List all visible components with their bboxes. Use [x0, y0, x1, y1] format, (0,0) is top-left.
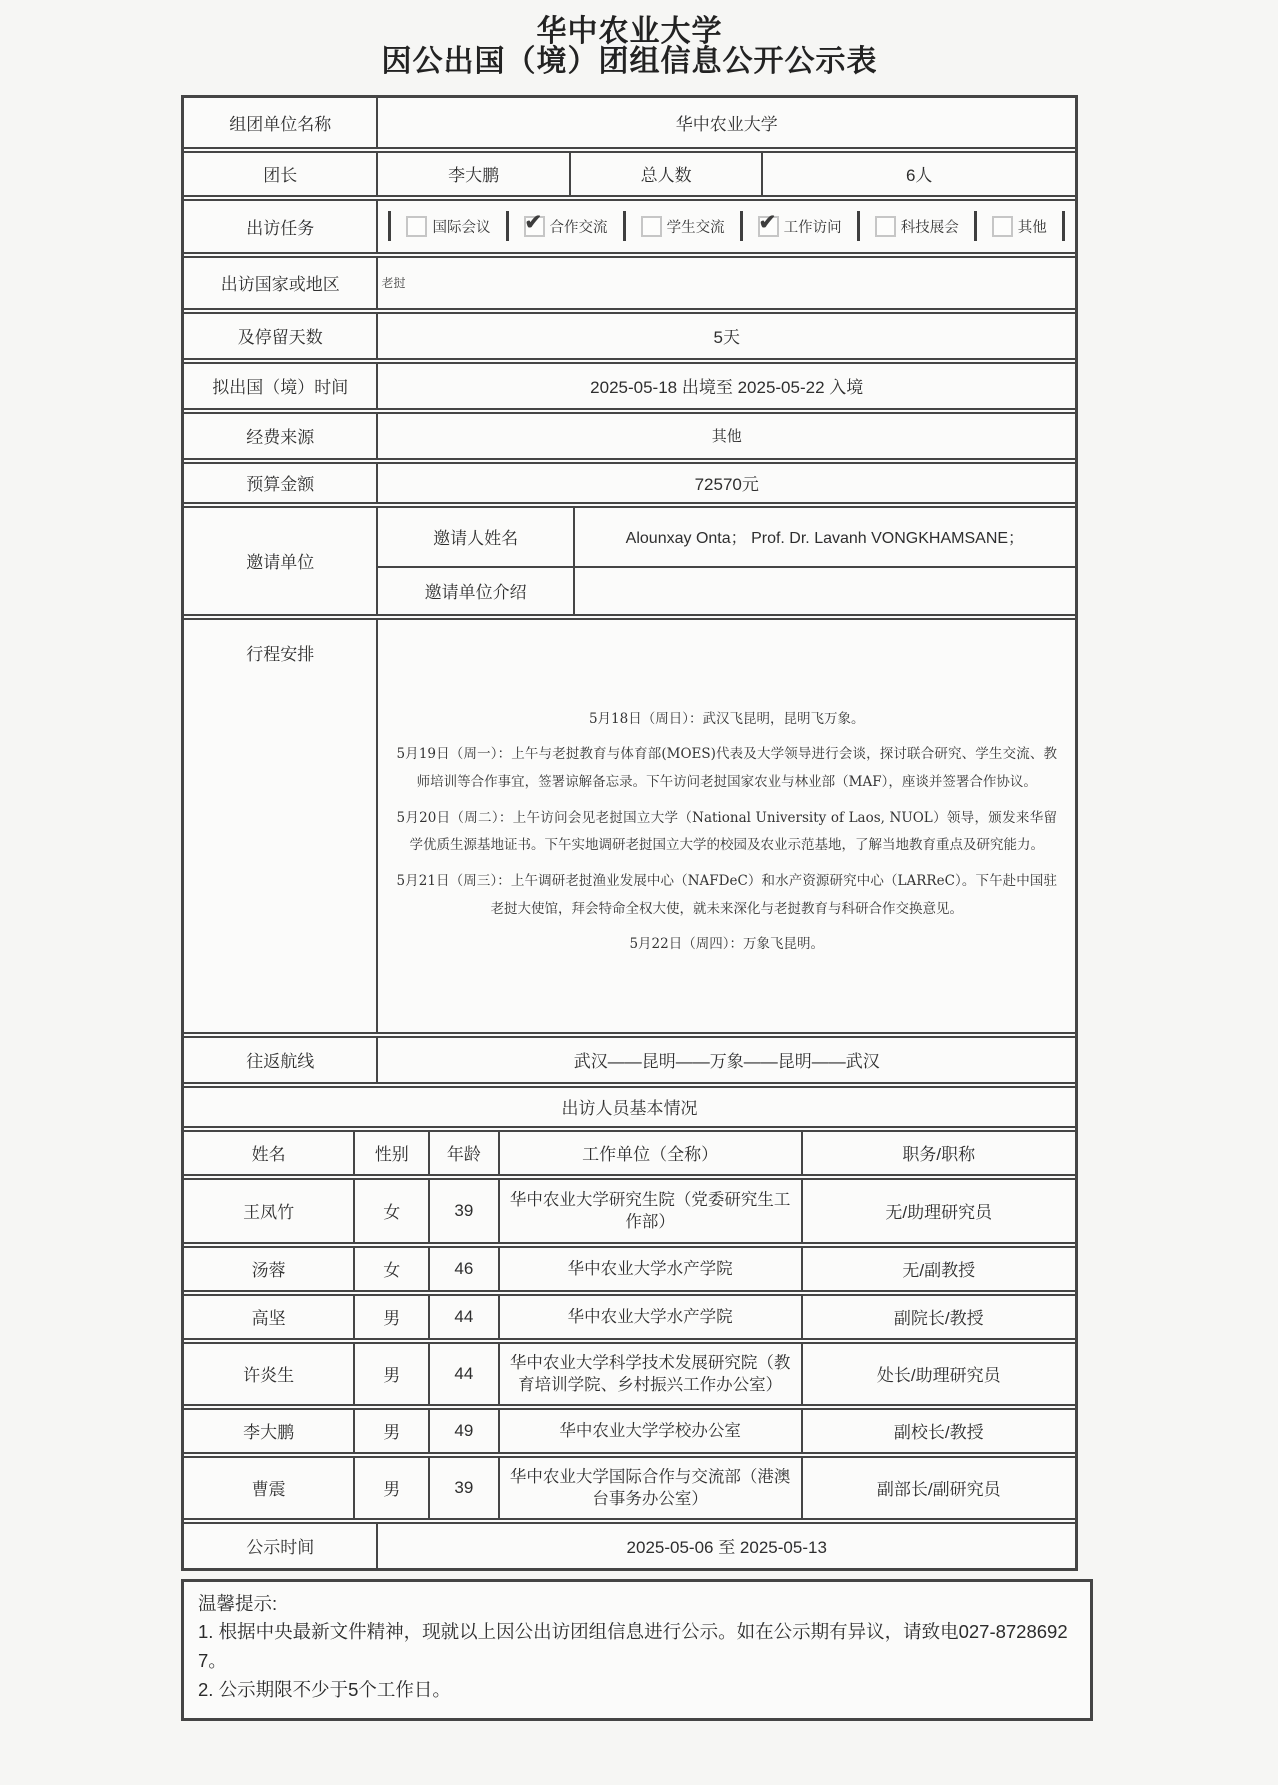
row-route — [184, 1032, 1075, 1082]
checkbox-label: 其他 — [1017, 219, 1047, 236]
personnel-row — [184, 1242, 1075, 1290]
budget-label: 预算金额 — [246, 475, 315, 495]
person-duty: 副校长/教授 — [801, 1410, 1075, 1452]
row-leader — [184, 147, 1075, 195]
person-name: 曹震 — [251, 1480, 286, 1500]
personnel-header-sex: 性别 — [353, 1132, 428, 1174]
person-unit: 华中农业大学水产学院 — [498, 1248, 801, 1290]
row-travel-time — [184, 358, 1075, 408]
personnel-header-name: 姓名 — [251, 1145, 286, 1165]
separator — [1062, 211, 1065, 241]
group-unit-value: 华中农业大学 — [376, 98, 1075, 147]
leader-value: 李大鹏 — [376, 153, 568, 195]
checkbox-cooperation-exchange[interactable] — [524, 216, 545, 237]
separator — [623, 211, 626, 241]
personnel-row — [184, 1174, 1075, 1242]
person-name: 汤蓉 — [251, 1261, 286, 1281]
personnel-header-row — [184, 1126, 1075, 1174]
person-unit: 华中农业大学学校办公室 — [498, 1410, 801, 1452]
checkbox-label: 工作访问 — [783, 219, 842, 236]
note-item: 2. 公示期限不少于5个工作日。 — [198, 1678, 451, 1700]
separator — [740, 211, 743, 241]
person-name: 许炎生 — [243, 1366, 295, 1386]
travel-time-label: 拟出国（境）时间 — [212, 378, 349, 398]
document-title — [181, 16, 1078, 79]
title-line-2: 因公出国（境）团组信息公开公示表 — [381, 45, 878, 79]
inviter-name-row — [376, 508, 1075, 566]
person-age: 44 — [428, 1344, 497, 1404]
person-unit: 华中农业大学水产学院 — [498, 1296, 801, 1338]
checkbox-label: 科技展会 — [900, 219, 959, 236]
row-inviter — [184, 502, 1075, 614]
inviter-name-text: Alounxay Onta； Prof. Dr. Lavanh VONGKHAMSANE； — [625, 530, 1025, 548]
note-item: 1. 根据中央最新文件精神，现就以上因公出访团组信息进行公示。如在公示期有异议，请致电027-87286927。 — [198, 1621, 1068, 1672]
itinerary-paragraph: 5月18日（周日）：武汉飞昆明，昆明飞万象。 — [588, 710, 865, 727]
funding-value: 其他 — [376, 414, 1075, 458]
inviter-intro-label: 邀请单位介绍 — [376, 568, 572, 614]
row-group-unit — [184, 98, 1075, 147]
stay-days-value: 5天 — [376, 314, 1075, 358]
inviter-intro-row — [376, 566, 1075, 614]
itinerary-paragraph: 5月20日（周二）：上午访问会见老挝国立大学（National University of Laos, NUOL）领导，颁发来华留学优质生源基地证书。下午实地调研老挝国立大学的校园及农业示范基地，了解当地教育重点及研究能力。 — [396, 809, 1057, 854]
person-name: 李大鹏 — [243, 1423, 295, 1443]
checkbox-tech-expo[interactable] — [875, 216, 896, 237]
checkbox-work-visit[interactable] — [758, 216, 779, 237]
personnel-row — [184, 1290, 1075, 1338]
person-sex: 男 — [353, 1410, 428, 1452]
row-funding — [184, 408, 1075, 458]
row-destination — [184, 252, 1075, 308]
row-itinerary — [184, 614, 1075, 1032]
inviter-subtable — [376, 508, 1075, 614]
publicity-time-value: 2025-05-06 至 2025-05-13 — [376, 1524, 1075, 1568]
leader-label: 团长 — [263, 166, 298, 186]
checkbox-other[interactable] — [992, 216, 1013, 237]
person-sex: 男 — [353, 1458, 428, 1518]
notes-box — [181, 1579, 1093, 1722]
person-duty: 副部长/副研究员 — [801, 1458, 1075, 1518]
person-age: 39 — [428, 1180, 497, 1242]
disclosure-form-table — [181, 95, 1078, 1571]
person-unit: 华中农业大学研究生院（党委研究生工作部） — [498, 1180, 801, 1242]
separator — [506, 211, 509, 241]
personnel-row — [184, 1452, 1075, 1518]
checkbox-international-conference[interactable] — [406, 216, 427, 237]
person-duty: 无/助理研究员 — [801, 1180, 1075, 1242]
person-duty: 无/副教授 — [801, 1248, 1075, 1290]
person-sex: 男 — [353, 1344, 428, 1404]
itinerary-label: 行程安排 — [246, 644, 315, 664]
mission-option-other — [992, 216, 1047, 237]
personnel-row — [184, 1404, 1075, 1452]
checkbox-label: 国际会议 — [432, 219, 491, 236]
row-personnel-section — [184, 1082, 1075, 1126]
person-age: 49 — [428, 1410, 497, 1452]
person-unit: 华中农业大学国际合作与交流部（港澳台事务办公室） — [498, 1458, 801, 1518]
personnel-header-unit: 工作单位（全称） — [498, 1132, 801, 1174]
funding-label: 经费来源 — [246, 428, 315, 448]
person-age: 46 — [428, 1248, 497, 1290]
checkbox-label: 合作交流 — [549, 219, 608, 236]
inviter-label: 邀请单位 — [246, 553, 315, 573]
separator — [974, 211, 977, 241]
itinerary-content — [376, 620, 1075, 1032]
personnel-header-duty: 职务/职称 — [801, 1132, 1075, 1174]
personnel-header-age: 年龄 — [428, 1132, 497, 1174]
personnel-row — [184, 1338, 1075, 1404]
route-label: 往返航线 — [246, 1052, 315, 1072]
title-line-1: 华中农业大学 — [536, 15, 723, 48]
total-label: 总人数 — [569, 153, 761, 195]
mission-option-cooperation-exchange — [524, 216, 608, 237]
separator — [388, 211, 391, 241]
itinerary-paragraph: 5月22日（周四）：万象飞昆明。 — [629, 936, 824, 953]
mission-checkbox-group — [376, 201, 1075, 252]
budget-value: 72570元 — [376, 464, 1075, 502]
itinerary-paragraph: 5月19日（周一）：上午与老挝教育与体育部(MOES)代表及大学领导进行会谈，探讨联合研究、学生交流、教师培训等合作事宜，签署谅解备忘录。下午访问老挝国家农业与林业部（MAF），座谈并签署合作协议。 — [396, 746, 1057, 791]
publicity-time-label: 公示时间 — [246, 1538, 315, 1558]
row-budget — [184, 458, 1075, 502]
travel-time-value: 2025-05-18 出境至 2025-05-22 入境 — [376, 364, 1075, 408]
checkbox-label: 学生交流 — [666, 219, 725, 236]
row-stay-days — [184, 308, 1075, 358]
itinerary-paragraph: 5月21日（周三）：上午调研老挝渔业发展中心（NAFDeC）和水产资源研究中心（LARReC）。下午赴中国驻老挝大使馆，拜会特命全权大使，就未来深化与老挝教育与科研合作交换意见。 — [396, 873, 1057, 917]
person-sex: 女 — [353, 1180, 428, 1242]
row-publicity-time — [184, 1518, 1075, 1568]
stay-days-label: 及停留天数 — [237, 328, 323, 348]
route-value: 武汉——昆明——万象——昆明——武汉 — [376, 1038, 1075, 1082]
person-duty: 副院长/教授 — [801, 1296, 1075, 1338]
destination-value: 老挝 — [376, 258, 1075, 308]
person-age: 39 — [428, 1458, 497, 1518]
person-sex: 男 — [353, 1296, 428, 1338]
person-name: 王凤竹 — [243, 1203, 295, 1223]
inviter-name-value — [573, 508, 1075, 566]
inviter-name-label: 邀请人姓名 — [376, 508, 572, 566]
person-name: 高坚 — [251, 1309, 286, 1329]
scanned-form-page — [0, 16, 1278, 1785]
person-age: 44 — [428, 1296, 497, 1338]
total-value: 6人 — [761, 153, 1075, 195]
person-unit: 华中农业大学科学技术发展研究院（教育培训学院、乡村振兴工作办公室） — [498, 1344, 801, 1404]
person-sex: 女 — [353, 1248, 428, 1290]
mission-option-work-visit — [758, 216, 842, 237]
separator — [857, 211, 860, 241]
mission-label: 出访任务 — [246, 218, 315, 238]
checkbox-student-exchange[interactable] — [641, 216, 662, 237]
mission-option-tech-expo — [875, 216, 959, 237]
personnel-section-title: 出访人员基本情况 — [561, 1099, 698, 1119]
mission-option-international-conference — [406, 216, 490, 237]
destination-label: 出访国家或地区 — [220, 275, 340, 295]
inviter-intro-value — [573, 568, 1075, 614]
mission-option-student-exchange — [641, 216, 725, 237]
person-duty: 处长/助理研究员 — [801, 1344, 1075, 1404]
group-unit-label: 组团单位名称 — [229, 114, 332, 134]
notes-title: 温馨提示: — [198, 1592, 278, 1614]
row-mission — [184, 195, 1075, 252]
